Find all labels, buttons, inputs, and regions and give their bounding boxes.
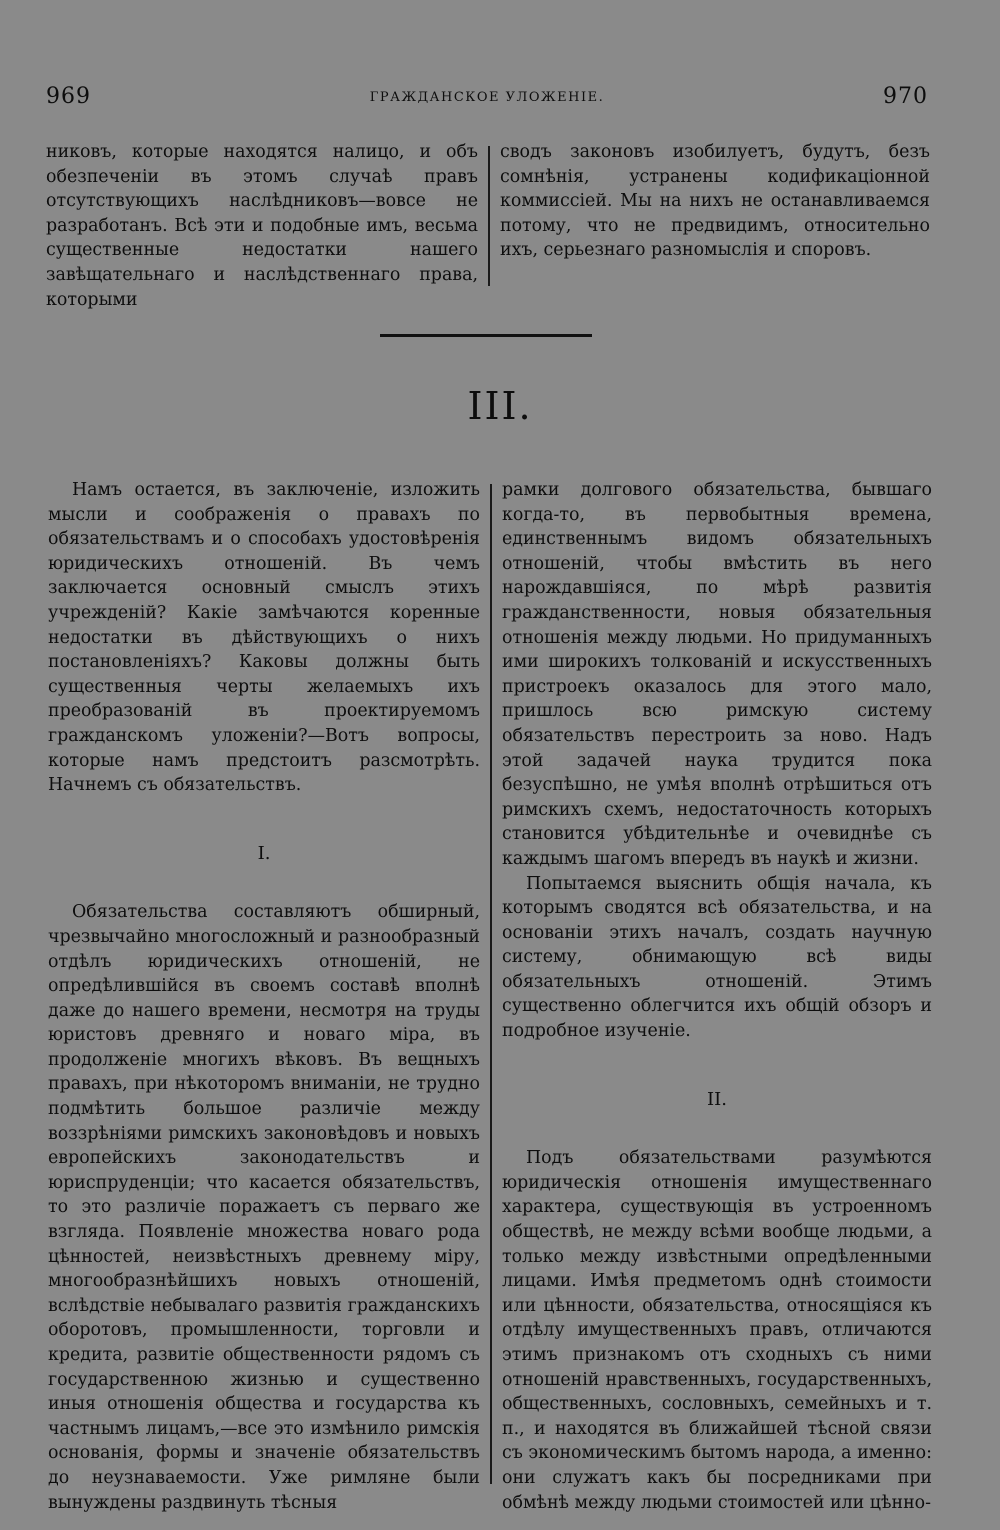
spacer bbox=[502, 1112, 932, 1146]
spacer bbox=[502, 1044, 932, 1088]
left-paragraph-2: Обязательства составляютъ обширный, чрезвычайно многосложный и разнообразный отдѣлъ юридическихъ отношеній, не опредѣлившійся въ своемъ составѣ вполнѣ даже до нашего времени, несмотря на труды юристовъ древняго и новаго міра, въ продолженіе многихъ вѣковъ. Въ вещныхъ правахъ, при нѣкоторомъ вниманіи, не трудно подмѣтить большое различіе между воззрѣніями римскихъ законовѣдовъ и новыхъ европейскихъ законодательствъ и юриспруденціи; что касается обязательствъ, то это различіе поражаетъ съ перваго же взгляда. Появленіе множества новаго рода цѣнностей, неизвѣстныхъ древнему міру, многообразнѣйшихъ новыхъ отношеній, вслѣдствіе небывалаго развитія гражданскихъ оборотовъ, промышленности, торговли и кредита, развитіе общественности рядомъ съ государственною жизнью и существенно иныя отношенія общества и государства къ частнымъ лицамъ,—все это измѣнило римскія основанія, формы и значеніе обязательствъ до неузнаваемости. Уже римляне были вынуждены раздвинуть тѣсныя bbox=[48, 902, 480, 1513]
page-number-left: 969 bbox=[46, 84, 91, 109]
right-column bbox=[502, 478, 932, 1515]
right-paragraph-3: Подъ обязательствами разумѣются юридическія отношенія имущественнаго характера, существующія въ устроенномъ обществѣ, не между всѣми вообще людьми, а только между извѣстными опредѣленными лицами. Имѣя предметомъ однѣ стоимости или цѣнности, обязательства, относящіяся къ отдѣлу имущественныхъ правъ, отличаются этимъ признакомъ отъ сходныхъ съ ними отношеній нравственныхъ, государственныхъ, общественныхъ, сословныхъ, семейныхъ и т. п., и находятся въ ближайшей тѣсной связи съ экономическимъ бытомъ народа, а именно: они служатъ какъ бы посредниками при обмѣнѣ между людьми стоимостей или цѣнно- bbox=[502, 1148, 932, 1513]
top-left-paragraph: никовъ, которые находятся налицо, и объ обезпеченіи въ этомъ случаѣ правъ отсутствующихъ наслѣдниковъ—вовсе не разработанъ. Всѣ эти и подобные имъ, весьма существенные недостатки нашего завѣщательнаго и наслѣдственнаго права, которыми bbox=[46, 142, 478, 310]
top-left-column bbox=[46, 140, 478, 312]
top-right-column bbox=[500, 140, 930, 263]
column-divider-bottom bbox=[490, 484, 492, 1484]
spacer bbox=[48, 866, 480, 900]
subsection-heading-II: II. bbox=[707, 1088, 727, 1110]
right-paragraph-2: Попытаемся выяснить общія начала, къ которымъ сводятся всѣ обязательства, и на основаніи этихъ началъ, создать научную систему, обнимающую всѣ виды обязательныхъ отношеній. Этимъ существенно облегчится ихъ общій обзоръ и подробное изученіе. bbox=[502, 873, 932, 1042]
left-paragraph-1: Намъ остается, въ заключеніе, изложить мысли и соображенія о правахъ по обязательствамъ и о способахъ удостовѣренія юридическихъ отношеній. Въ чемъ заключается основный смыслъ этихъ учрежденій? Какіе замѣчаются коренные недостатки въ дѣйствующихъ о нихъ постановленіяхъ? Каковы должны быть существенныя черты желаемыхъ ихъ преобразованій въ проектируемомъ гражданскомъ уложеніи?—Вотъ вопросы, которые намъ предстоитъ разсмотрѣть. Начнемъ съ обязательствъ. bbox=[48, 480, 480, 796]
top-right-paragraph: сводъ законовъ изобилуетъ, будутъ, безъ сомнѣнія, устранены кодификаціонной коммиссіей. Мы на нихъ не останавливаемся потому, что не предвидимъ, относительно ихъ, серьезнаго разномыслія и споровъ. bbox=[500, 142, 930, 261]
subsection-heading-I: I. bbox=[257, 842, 271, 864]
section-divider-rule bbox=[380, 334, 592, 337]
page-header bbox=[46, 84, 928, 114]
section-heading-III: III. bbox=[467, 384, 533, 428]
left-column bbox=[48, 478, 480, 1515]
column-divider-top bbox=[488, 146, 490, 286]
right-paragraph-1: рамки долгового обязательства, бывшаго когда-то, въ первобытныя времена, единственнымъ видомъ обязательныхъ отношеній, чтобы вмѣстить въ него нарождавшіяся, по мѣрѣ развитія гражданственности, новыя обязательныя отношенія между людьми. Но придуманныхъ ими широкихъ толкованій и искусственныхъ пристроекъ оказалось для этого мало, пришлось всю римскую систему обязательствъ перестроить за ново. Надъ этой задачей наука трудится пока безуспѣшно, не умѣя вполнѣ отрѣшиться отъ римскихъ схемъ, недостаточность которыхъ становится убѣдительнѣе и очевиднѣе съ каждымъ шагомъ впередъ въ наукѣ и жизни. bbox=[502, 480, 932, 869]
page-number-right: 970 bbox=[883, 84, 928, 109]
running-title: ГРАЖДАНСКОЕ УЛОЖЕНІЕ. bbox=[369, 90, 605, 105]
spacer bbox=[48, 798, 480, 842]
